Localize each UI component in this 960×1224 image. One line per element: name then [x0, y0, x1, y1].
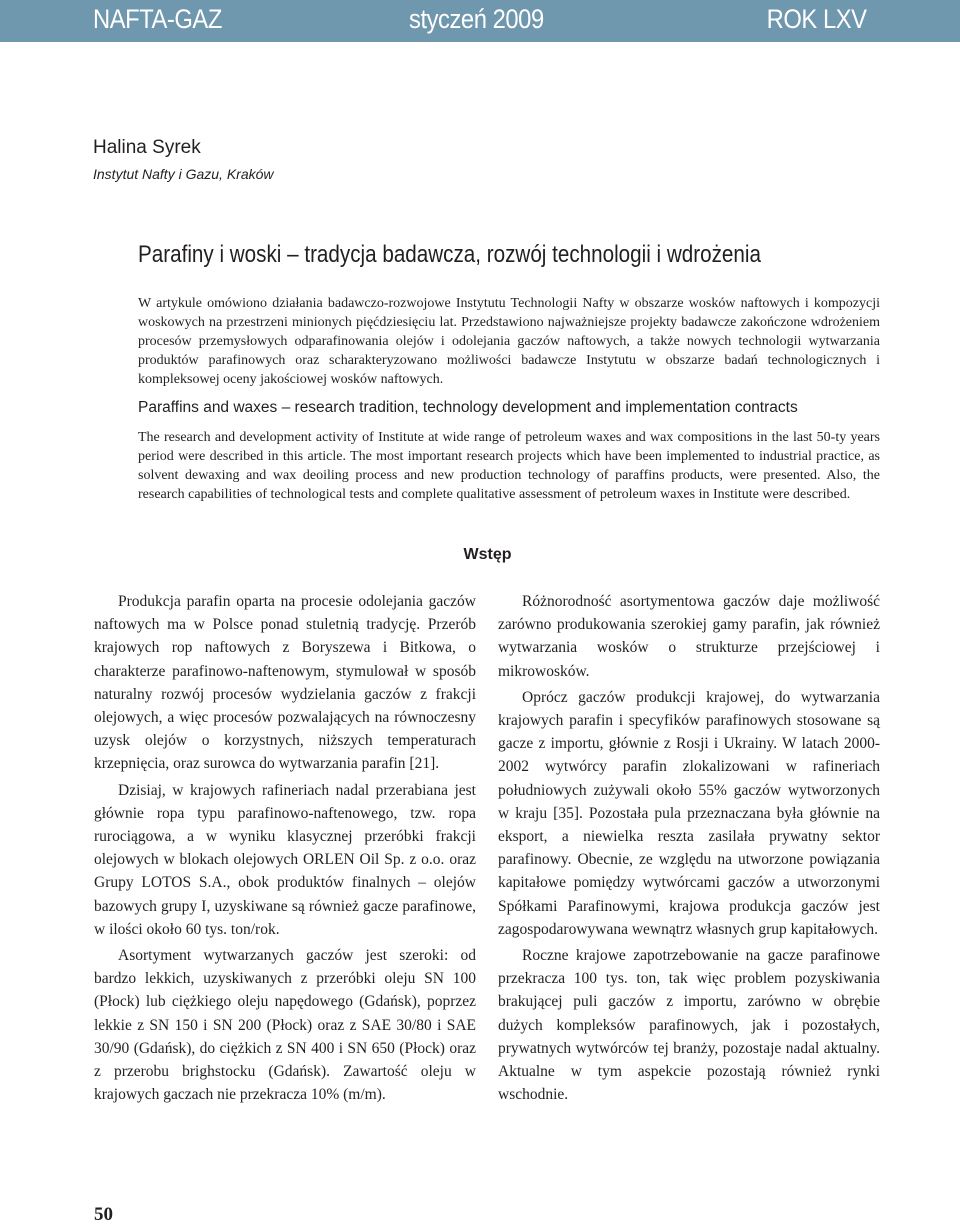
author-name: Halina Syrek — [93, 137, 201, 158]
paragraph: Asortyment wytwarzanych gaczów jest szeroki: od bardzo lekkich, uzyskiwanych z przeróbki oleju SN 100 (Płock) lub ciężkiego oleju napędowego (Gdańsk), poprzez lekkie z SN 150 i SN 200 (Płock) oraz z SAE 30/80 i SAE 30/90 (Gdańsk), do ciężkich z SN 400 i SN 650 (Płock) oraz z przerobu brighstocku (Gdańsk). Zawartość oleju w krajowych gaczach nie przekracza 10% (m/m). — [94, 947, 476, 1104]
paragraph: Produkcja parafin oparta na procesie odolejania gaczów naftowych ma w Polsce ponad stuletnią tradycję. Przerób krajowych rop naftowych z Boryszewa i Bitkowa, o charakterze parafinowo-naftenowym, stymulował w sposób naturalny rozwój procesów wydzielania gaczów z frakcji olejowych, a więc procesów pozwalających na równoczesny uzysk olejów o korzystnych, niższych temperaturach krzepnięcia, oraz surowca do wytwarzania parafin [21]. — [94, 593, 476, 773]
paragraph: Dzisiaj, w krajowych rafineriach nadal przerabiana jest głównie ropa typu parafinowo-naftenowego, tzw. ropa rurociągowa, a w wyniku klasycznej przeróbki frakcji olejowych w blokach olejowych ORLEN Oil Sp. z o.o. oraz Grupy LOTOS S.A., obok produktów finalnych – olejów bazowych grupy I, uzyskiwane są również gacze parafinowe, w ilości około 60 tys. ton/rok. — [94, 781, 476, 938]
paragraph: Różnorodność asortymentowa gaczów daje możliwość zarówno produkowania szerokiej gamy parafin, jak również wytwarzania wosków o strukturze przejściowej i mikrowosków. — [498, 593, 880, 680]
journal-name: NAFTA-GAZ — [93, 4, 222, 34]
section-heading: Wstęp — [463, 546, 512, 563]
paragraph: Roczne krajowe zapotrzebowanie na gacze parafinowe przekracza 100 tys. ton, tak więc problem pozyskiwania brakującej puli gaczów z importu, zarówno w obrębie dużych kompleksów parafinowych, jak i pozostałych, prywatnych wytwórców tej branży, pozostaje nadal aktualny. Aktualne w tym aspekcie pozostają również rynki wschodnie. — [498, 947, 880, 1104]
abstract-polish: W artykule omówiono działania badawczo-rozwojowe Instytutu Technologii Nafty w obszarze wosków naftowych i kompozycji woskowych na przestrzeni minionych pięćdziesięciu lat. Przedstawiono najważniejsze projekty badawcze zakończone wdrożeniem procesów przemysłowych odparafinowania olejów i odolejania gaczów naftowych, a także nowych technologii wytwarzania produktów parafinowych oraz scharakteryzowano możliwości badawcze Instytutu w obszarze badań technologicznych i kompleksowej oceny jakościowej wosków naftowych. — [138, 296, 880, 387]
journal-header-bar — [0, 0, 960, 42]
author-affiliation: Instytut Nafty i Gazu, Kraków — [93, 166, 274, 182]
body-column-left — [94, 590, 476, 1106]
volume-year: ROK LXV — [767, 4, 867, 34]
issue-date: styczeń 2009 — [409, 4, 544, 34]
paragraph: Oprócz gaczów produkcji krajowej, do wytwarzania krajowych parafin i specyfików parafinowych stosowane są gacze z importu, głównie z Rosji i Ukrainy. W latach 2000-2002 wytwórcy parafin zlokalizowani w rafineriach południowych zużywali około 55% gaczów wytworzonych w kraju [35]. Pozostała pula przeznaczana była głównie na eksport, a niewielka reszta zasilała prywatny sektor parafinowy. Obecnie, ze względu na utworzone powiązania kapitałowe pomiędzy wytwórcami gaczów a utworzonymi Spółkami Parafinowymi, krajowa produkcja gaczów jest zagospodarowywana wewnątrz własnych grup kapitałowych. — [498, 688, 880, 938]
article-title-polish: Parafiny i woski – tradycja badawcza, rozwój technologii i wdrożenia — [138, 241, 761, 268]
body-column-right — [498, 590, 880, 1106]
page-number: 50 — [94, 1204, 113, 1224]
article-title-english: Paraffins and waxes – research tradition, technology development and implementation contracts — [138, 399, 798, 416]
abstract-english: The research and development activity of Institute at wide range of petroleum waxes and wax compositions in the last 50-ty years period were described in this article. The most important research projects which have been implemented to industrial practice, as solvent dewaxing and wax deoiling process and new production technology of paraffins products, were presented. Also, the research capabilities of technological tests and complete qualitative assessment of petroleum waxes in Institute were described. — [138, 430, 880, 502]
